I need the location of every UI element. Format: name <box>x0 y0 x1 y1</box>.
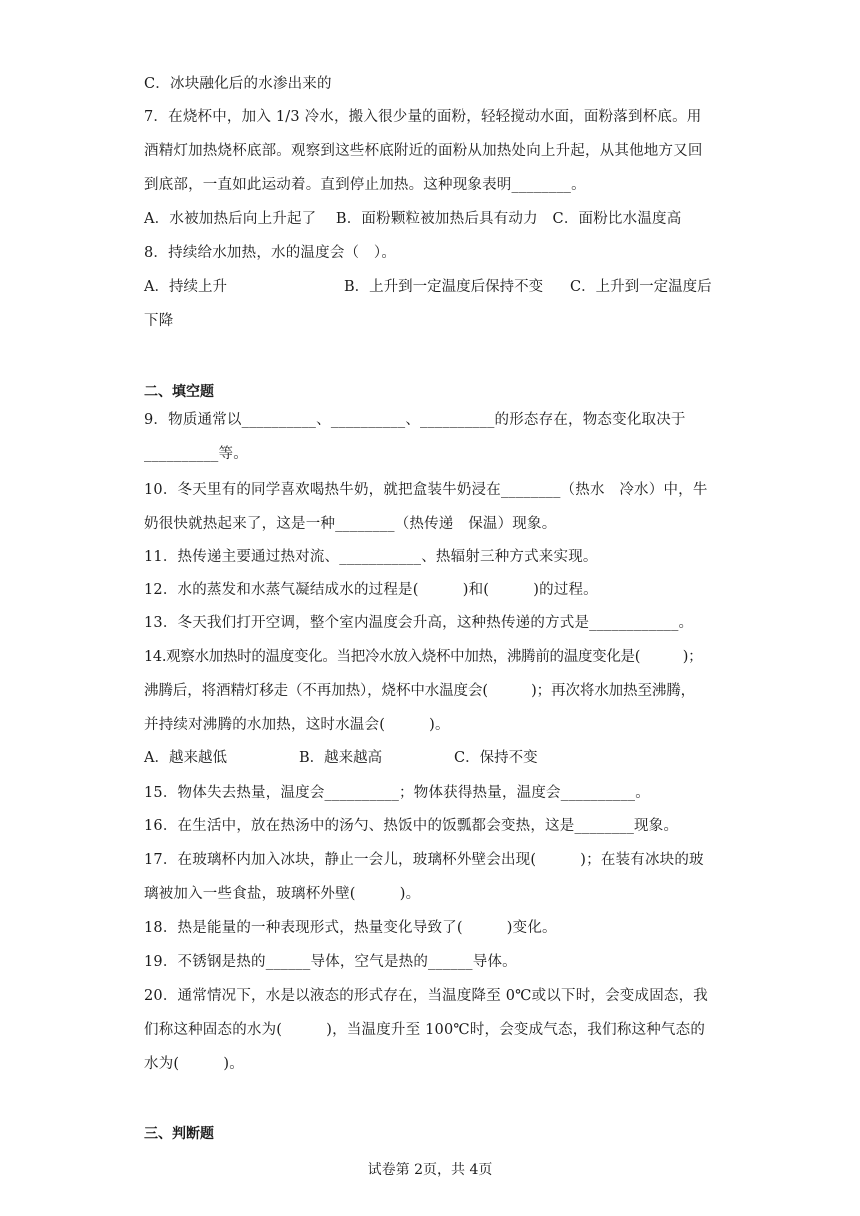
q13-text: 13．冬天我们打开空调，整个室内温度会升高，这种热传递的方式是____________。 <box>144 615 694 631</box>
q14-text-line-3: 并持续对沸腾的水加热，这时水温会( )。 <box>144 717 450 733</box>
q7-text-line-3: 到底部，一直如此运动着。直到停止加热。这种现象表明________。 <box>144 177 586 193</box>
q18-text: 18．热是能量的一种表现形式，热量变化导致了( )变化。 <box>144 920 557 936</box>
q6-option-c: C．冰块融化后的水渗出来的 <box>144 76 332 92</box>
q14-text-line-1: 14.观察水加热时的温度变化。当把冷水放入烧杯中加热，沸腾前的温度变化是( )； <box>144 649 703 665</box>
q7-options: A．水被加热后向上升起了 B．面粉颗粒被加热后具有动力 C．面粉比水温度高 <box>144 211 682 227</box>
q15-text: 15．物体失去热量，温度会__________；物体获得热量，温度会__________。 <box>144 785 650 801</box>
q10-text-line-2: 奶很快就热起来了，这是一种________（热传递 保温）现象。 <box>144 516 557 532</box>
q8-option-b: B．上升到一定温度后保持不变 <box>344 279 544 295</box>
section-heading-true-false: 三、判断题 <box>144 1126 214 1142</box>
q12-text: 12．水的蒸发和水蒸气凝结成水的过程是( )和( )的过程。 <box>144 582 598 598</box>
q8-text: 8．持续给水加热，水的温度会（ ）。 <box>144 245 397 261</box>
q14-option-c: C．保持不变 <box>454 750 538 766</box>
q8-option-c: C．上升到一定温度后 <box>570 279 712 295</box>
page-footer: 试卷第 2页，共 4页 <box>367 1162 493 1178</box>
q7-text-line-1: 7．在烧杯中，加入 1/3 冷水，搬入很少量的面粉，轻轻搅动水面，面粉落到杯底。用 <box>144 109 702 125</box>
q17-text-line-2: 璃被加入一些食盐，玻璃杯外壁( )。 <box>144 886 421 902</box>
q20-text-line-3: 水为( )。 <box>144 1056 244 1072</box>
q16-text: 16．在生活中，放在热汤中的汤勺、热饭中的饭瓢都会变热，这是________现象。 <box>144 818 679 834</box>
q14-option-b: B．越来越高 <box>299 750 383 766</box>
q14-text-line-2: 沸腾后，将酒精灯移走（不再加热），烧杯中水温度会( )；再次将水加热至沸腾， <box>144 683 696 699</box>
q9-text-line-2: __________等。 <box>144 446 248 462</box>
q17-text-line-1: 17．在玻璃杯内加入冰块，静止一会儿，玻璃杯外壁会出现( )；在装有冰块的玻 <box>144 852 704 868</box>
q9-text-line-1: 9．物质通常以__________、__________、__________的形态存在，物态变化取决于 <box>144 412 686 428</box>
q19-text: 19．不锈钢是热的______导体，空气是热的______导体。 <box>144 954 517 970</box>
q7-text-line-2: 酒精灯加热烧杯底部。观察到这些杯底附近的面粉从加热处向上升起，从其他地方又回 <box>144 143 703 159</box>
q10-text-line-1: 10．冬天里有的同学喜欢喝热牛奶，就把盒装牛奶浸在________（热水 冷水）中，牛 <box>144 482 708 498</box>
q11-text: 11．热传递主要通过热对流、___________、热辐射三种方式来实现。 <box>144 549 598 565</box>
q8-option-c-wrap: 下降 <box>144 313 174 329</box>
section-heading-fill-blank: 二、填空题 <box>144 384 214 400</box>
q14-option-a: A．越来越低 <box>144 750 227 766</box>
q20-text-line-1: 20．通常情况下，水是以液态的形式存在，当温度降至 0℃或以下时，会变成固态，我 <box>144 988 709 1004</box>
q8-option-a: A．持续上升 <box>144 279 227 295</box>
q20-text-line-2: 们称这种固态的水为( )，当温度升至 100℃时，会变成气态，我们称这种气态的 <box>144 1022 706 1038</box>
